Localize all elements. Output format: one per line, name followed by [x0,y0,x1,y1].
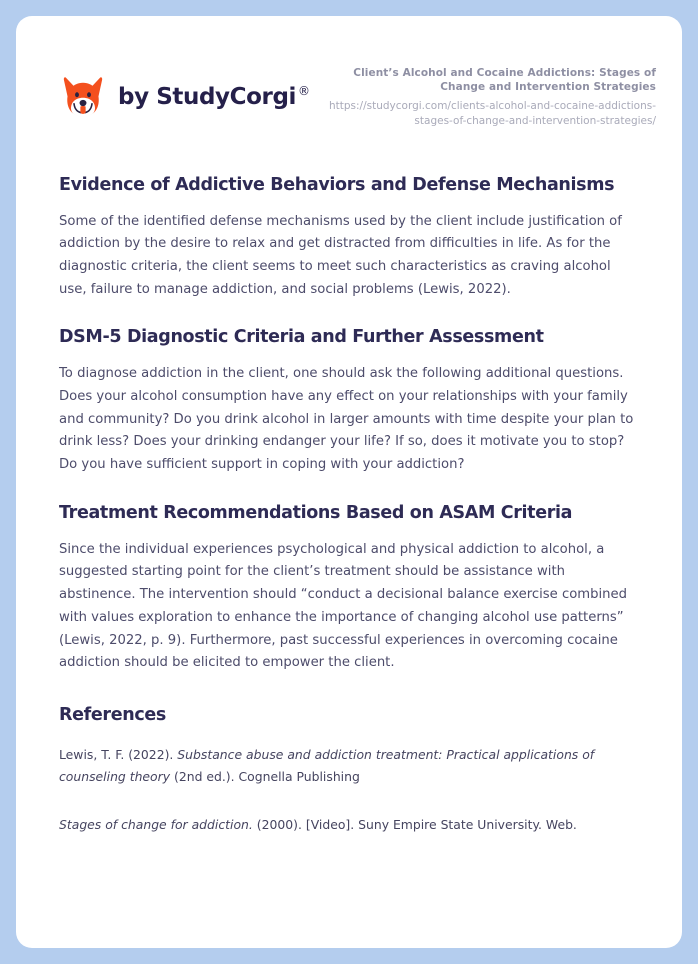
section-paragraph: Since the individual experiences psychological and physical addiction to alcohol, a suggested starting point for the client’s treatment should be assistance with abstinence. The intervention should “conduct a decisional balance exercise combined with values exploration to enhance the importance of changing alcohol use patterns” (Lewis, 2022, p. 9). Furthermore, past successful experiences in overcoming cocaine addiction should be elicited to empower the client. [59,541,627,671]
brand-name-text: by StudyCorgi [118,84,297,110]
section-dsm5 [59,327,635,476]
section-paragraph: Some of the identified defense mechanisms used by the client include justification of addiction by the desire to relax and get distracted from difficulties in life. As for the diagnostic criteria, the client seems to meet such characteristics as craving alcohol use, failure to manage addiction, and social problems (Lewis, 2022). [59,213,622,297]
corgi-logo-icon [59,73,107,121]
reference-prefix: Lewis, T. F. (2022). [59,746,178,762]
reference-title: Substance abuse and addiction treatment: Practical applications of counseling theory [59,746,595,784]
section-heading: Treatment Recommendations Based on ASAM Criteria [59,502,573,523]
reference-item [59,744,635,788]
reference-item [59,814,635,836]
document-page [16,16,682,948]
section-paragraph: To diagnose addiction in the client, one should ask the following additional questions. Does your alcohol consumption have any effect on your relationships with your family and community? Do you drink alcohol in larger amounts with time despite your plan to drink less? Does your drinking endanger your life? If so, does it motivate you to stop? Do you have sufficient support in coping with your addiction? [59,366,634,473]
brand-logo[interactable] [59,61,310,121]
reference-title: Stages of change for addiction. [59,816,253,832]
brand-name [118,84,310,110]
section-heading: DSM-5 Diagnostic Criteria and Further Assessment [59,327,544,348]
document-header [16,16,682,129]
source-url[interactable]: https://studycorgi.com/clients-alcohol-and-cocaine-addictions-stages-of-change-and-intervention-strategies/ [329,99,656,127]
registered-trademark-icon: ® [298,84,310,99]
section-references [59,705,635,836]
reference-suffix: (2000). [Video]. Suny Empire State University. Web. [252,816,577,832]
section-treatment [59,503,635,675]
header-meta [326,61,656,129]
document-body [16,175,682,836]
section-heading: Evidence of Addictive Behaviors and Defense Mechanisms [59,174,615,195]
reference-suffix: (2nd ed.). Cognella Publishing [170,768,360,784]
section-evidence [59,175,635,302]
page-title: Client’s Alcohol and Cocaine Addictions: Stages of Change and Intervention Strategies [353,67,656,94]
references-heading: References [59,704,166,725]
